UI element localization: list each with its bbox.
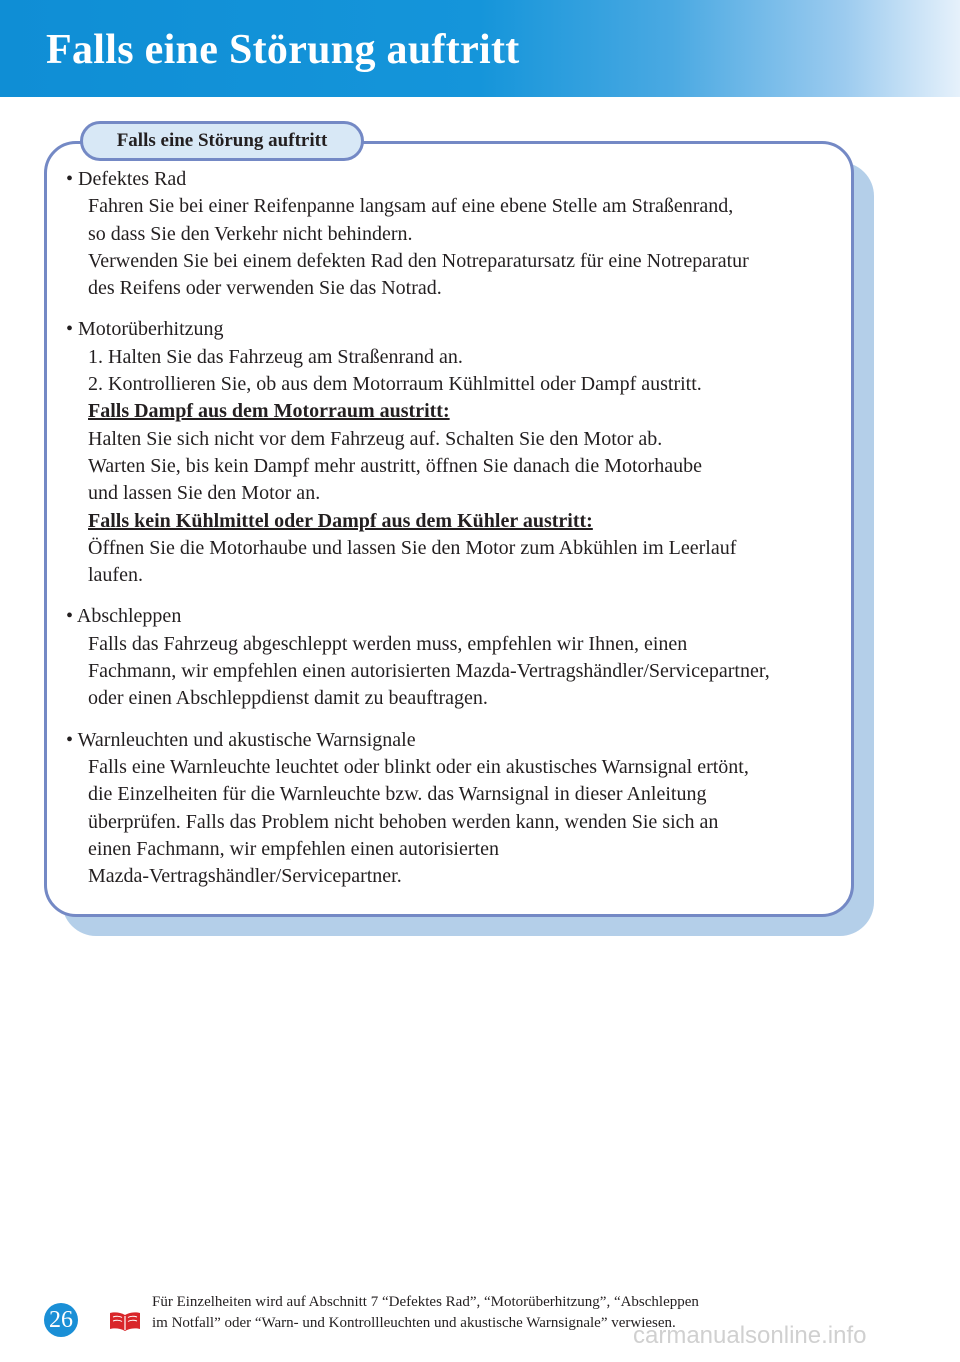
section-title: • Warnleuchten und akustische Warnsignale <box>66 728 416 751</box>
footer-note-line: im Notfall” oder “Warn- und Kontrollleuchten und akustische Warnsignale” verwiesen. <box>152 1315 676 1331</box>
section-title: • Abschleppen <box>66 605 182 628</box>
section-line: Öffnen Sie die Motorhaube und lassen Sie den Motor zum Abkühlen im Leerlauf <box>88 536 737 559</box>
open-book-icon <box>108 1310 142 1332</box>
section-abschleppen <box>66 603 848 712</box>
section-motorueberhitzung <box>66 316 848 589</box>
section-line: 2. Kontrollieren Sie, ob aus dem Motorraum Kühlmittel oder Dampf austritt. <box>88 373 702 396</box>
subheading-no-coolant: Falls kein Kühlmittel oder Dampf aus dem Kühler austritt: <box>88 509 593 532</box>
section-line: oder einen Abschleppdienst damit zu beauftragen. <box>88 687 488 710</box>
section-line: Mazda-Vertragshändler/Servicepartner. <box>88 865 402 888</box>
section-line: Warten Sie, bis kein Dampf mehr austritt, öffnen Sie danach die Motorhaube <box>88 454 702 477</box>
section-line: laufen. <box>88 564 143 587</box>
section-line: 1. Halten Sie das Fahrzeug am Straßenrand an. <box>88 345 463 368</box>
section-title: • Motorüberhitzung <box>66 318 224 341</box>
section-line: Falls eine Warnleuchte leuchtet oder blinkt oder ein akustisches Warnsignal ertönt, <box>88 755 749 778</box>
section-line: einen Fachmann, wir empfehlen einen autorisierten <box>88 837 499 860</box>
section-line: und lassen Sie den Motor an. <box>88 482 321 505</box>
page-number: 26 <box>44 1303 78 1337</box>
footer-note-line: Für Einzelheiten wird auf Abschnitt 7 “Defektes Rad”, “Motorüberhitzung”, “Abschleppen <box>152 1294 699 1310</box>
section-line: Fahren Sie bei einer Reifenpanne langsam auf eine ebene Stelle am Straßenrand, <box>88 195 734 218</box>
subheading-steam: Falls Dampf aus dem Motorraum austritt: <box>88 400 450 423</box>
panel-tab-label: Falls eine Störung auftritt <box>116 130 328 151</box>
section-line: die Einzelheiten für die Warnleuchte bzw. das Warnsignal in dieser Anleitung <box>88 783 707 806</box>
page-title: Falls eine Störung auftritt <box>46 27 520 73</box>
section-line: Falls das Fahrzeug abgeschleppt werden muss, empfehlen wir Ihnen, einen <box>88 632 688 655</box>
section-line: so dass Sie den Verkehr nicht behindern. <box>88 222 413 245</box>
section-warnleuchten <box>66 727 848 891</box>
panel-tab <box>80 121 364 161</box>
page-header <box>0 0 960 97</box>
section-line: überprüfen. Falls das Problem nicht behoben werden kann, wenden Sie sich an <box>88 810 719 833</box>
panel-content <box>66 166 848 904</box>
section-defektes-rad <box>66 166 848 302</box>
section-line: Halten Sie sich nicht vor dem Fahrzeug auf. Schalten Sie den Motor ab. <box>88 427 663 450</box>
footer-note <box>152 1292 699 1334</box>
section-line: Verwenden Sie bei einem defekten Rad den Notreparatursatz für eine Notreparatur <box>88 249 749 272</box>
section-line: des Reifens oder verwenden Sie das Notrad. <box>88 277 442 300</box>
section-line: Fachmann, wir empfehlen einen autorisierten Mazda-Vertragshändler/Servicepartner, <box>88 660 770 683</box>
section-title: • Defektes Rad <box>66 168 187 190</box>
watermark: carmanualsonline.info <box>633 1322 867 1349</box>
